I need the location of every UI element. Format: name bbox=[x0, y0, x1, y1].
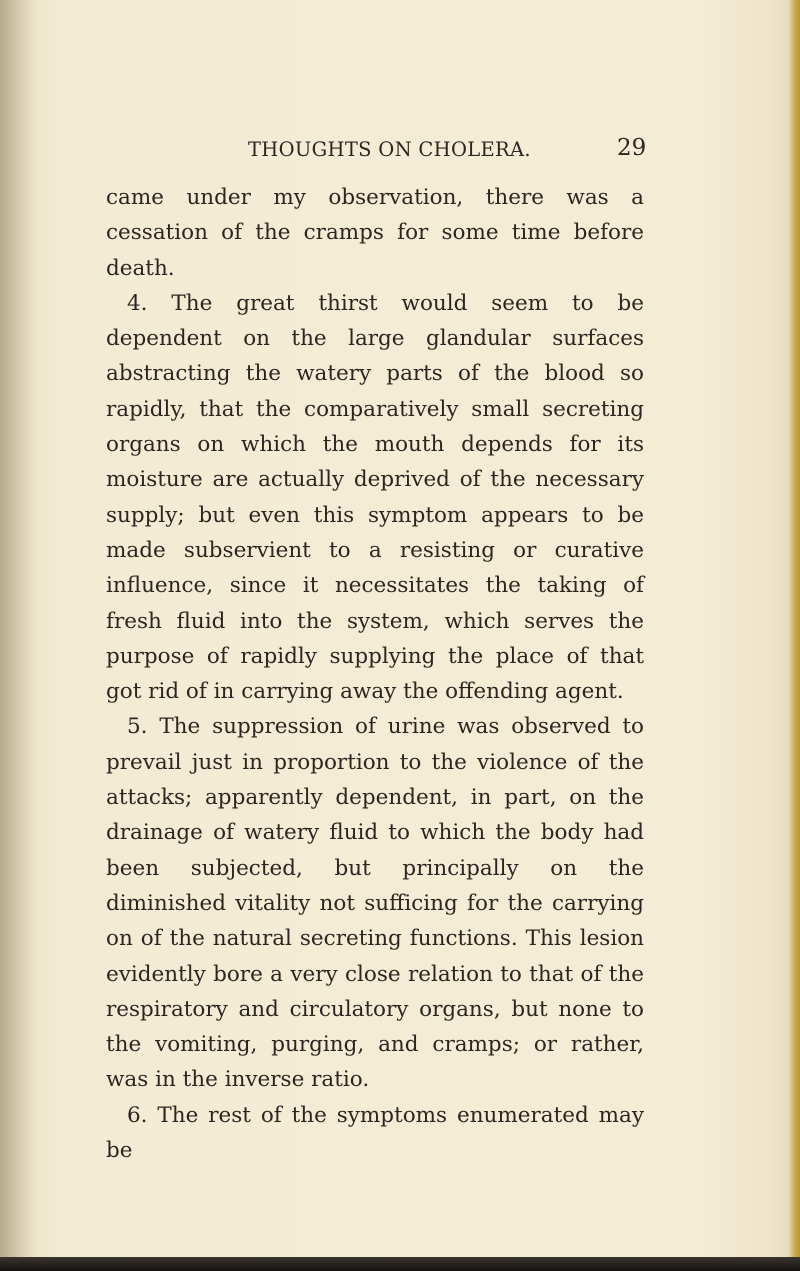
page-number: 29 bbox=[617, 135, 647, 161]
bottom-edge bbox=[0, 1257, 800, 1271]
paragraph-4: 4. The great thirst would seem to be dependent on the large glandular surfaces abstracting the watery parts of the blood so rapidly, that the comparatively small secreting organs on which the mouth depends for its moisture are actually deprived of the necessary supply; but even this symptom appears to be made subservient to a resisting or curative influence, since it necessitates the taking of fresh fluid into the system, which serves the purpose of rapidly supplying the place of that got rid of in carrying away the offending agent. bbox=[106, 290, 644, 705]
spine-shadow bbox=[0, 0, 38, 1271]
paragraph-continued: came under my observation, there was a cessation of the cramps for some time before death. bbox=[106, 185, 644, 281]
page-header bbox=[0, 135, 800, 168]
paragraph-6: 6. The rest of the symptoms enumerated may be bbox=[106, 1102, 644, 1164]
page-edge-gilt bbox=[788, 0, 800, 1271]
body-text bbox=[106, 180, 644, 1168]
running-head: THOUGHTS ON CHOLERA. bbox=[248, 138, 531, 161]
paragraph-5: 5. The suppression of urine was observed to prevail just in proportion to the violence of the attacks; apparently dependent, in part, on the drainage of watery fluid to which the body had been subjected, but principally on the diminished vitality not sufficing for the carrying on of the natural secreting functions. This lesion evidently bore a very close relation to that of the respiratory and circulatory organs, but none to the vomiting, purging, and cramps; or rather, was in the inverse ratio. bbox=[106, 714, 644, 1093]
